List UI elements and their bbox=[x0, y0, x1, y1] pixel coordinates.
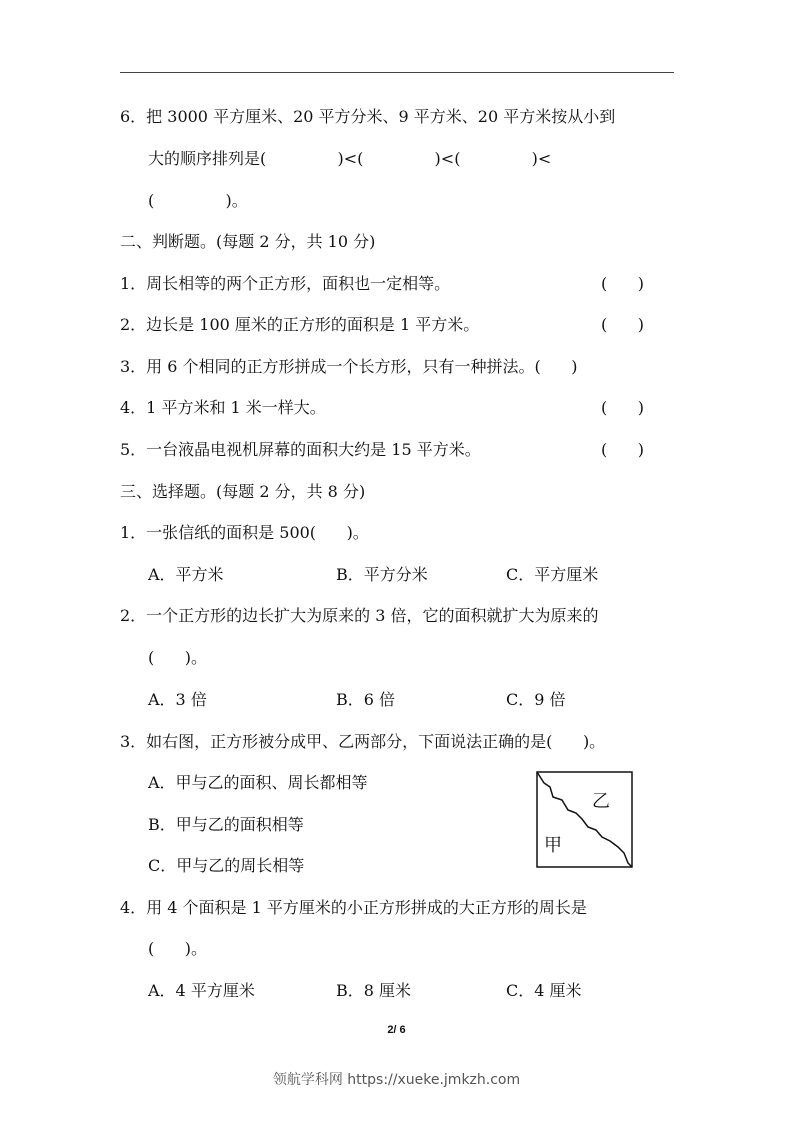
section3-q4-stem-2: ( )。 bbox=[148, 939, 208, 958]
label-yi: 乙 bbox=[592, 791, 610, 812]
section3-q2-stem-1: 2．一个正方形的边长扩大为原来的 3 倍，它的面积就扩大为原来的 bbox=[120, 606, 599, 625]
header-rule bbox=[120, 72, 674, 73]
answer-paren: ( ) bbox=[601, 274, 644, 293]
option-b: B．6 倍 bbox=[336, 690, 396, 709]
option-a: A．平方米 bbox=[148, 565, 224, 584]
option-c: C．平方厘米 bbox=[506, 565, 599, 584]
section2-item-5: 5．一台液晶电视机屏幕的面积大约是 15 平方米。 bbox=[120, 440, 481, 459]
section3-q2-stem-2: ( )。 bbox=[148, 648, 208, 667]
page-number: 2/ 6 bbox=[387, 1024, 406, 1036]
section3-q3-stem: 3．如右图，正方形被分成甲、乙两部分，下面说法正确的是( )。 bbox=[120, 732, 606, 751]
answer-paren: ( ) bbox=[601, 315, 644, 334]
option-c: C．4 厘米 bbox=[506, 981, 582, 1000]
q6-line-3: ( )。 bbox=[148, 191, 248, 210]
option-a: A．4 平方厘米 bbox=[148, 981, 255, 1000]
section2-item-4: 4．1 平方米和 1 米一样大。 bbox=[120, 398, 326, 417]
square-division-figure bbox=[536, 771, 633, 868]
section2-item-1: 1．周长相等的两个正方形，面积也一定相等。 bbox=[120, 274, 451, 293]
section2-item-2: 2．边长是 100 厘米的正方形的面积是 1 平方米。 bbox=[120, 315, 480, 334]
q6-line-2: 大的顺序排列是( )<( )<( )< bbox=[148, 149, 552, 168]
section2-item-3: 3．用 6 个相同的正方形拼成一个长方形，只有一种拼法。( ) bbox=[120, 357, 578, 376]
option-a: A．甲与乙的面积、周长都相等 bbox=[148, 773, 368, 792]
option-b: B．8 厘米 bbox=[336, 981, 412, 1000]
footer-watermark: 领航学科网 https://xueke.jmkzh.com bbox=[272, 1072, 521, 1088]
option-b: B．平方分米 bbox=[336, 565, 428, 584]
answer-paren: ( ) bbox=[601, 440, 644, 459]
option-b: B．甲与乙的面积相等 bbox=[148, 815, 304, 834]
section3-q1-stem: 1．一张信纸的面积是 500( )。 bbox=[120, 523, 369, 542]
option-c: C．9 倍 bbox=[506, 690, 566, 709]
answer-paren: ( ) bbox=[601, 398, 644, 417]
section3-q4-stem-1: 4．用 4 个面积是 1 平方厘米的小正方形拼成的大正方形的周长是 bbox=[120, 898, 587, 917]
option-c: C．甲与乙的周长相等 bbox=[148, 856, 305, 875]
option-a: A．3 倍 bbox=[148, 690, 207, 709]
q6-line-1: 6．把 3000 平方厘米、20 平方分米、9 平方米、20 平方米按从小到 bbox=[120, 107, 616, 126]
label-jia: 甲 bbox=[544, 835, 562, 856]
section3-heading: 三、选择题。(每题 2 分，共 8 分) bbox=[120, 482, 366, 501]
section2-heading: 二、判断题。(每题 2 分，共 10 分) bbox=[120, 232, 376, 251]
